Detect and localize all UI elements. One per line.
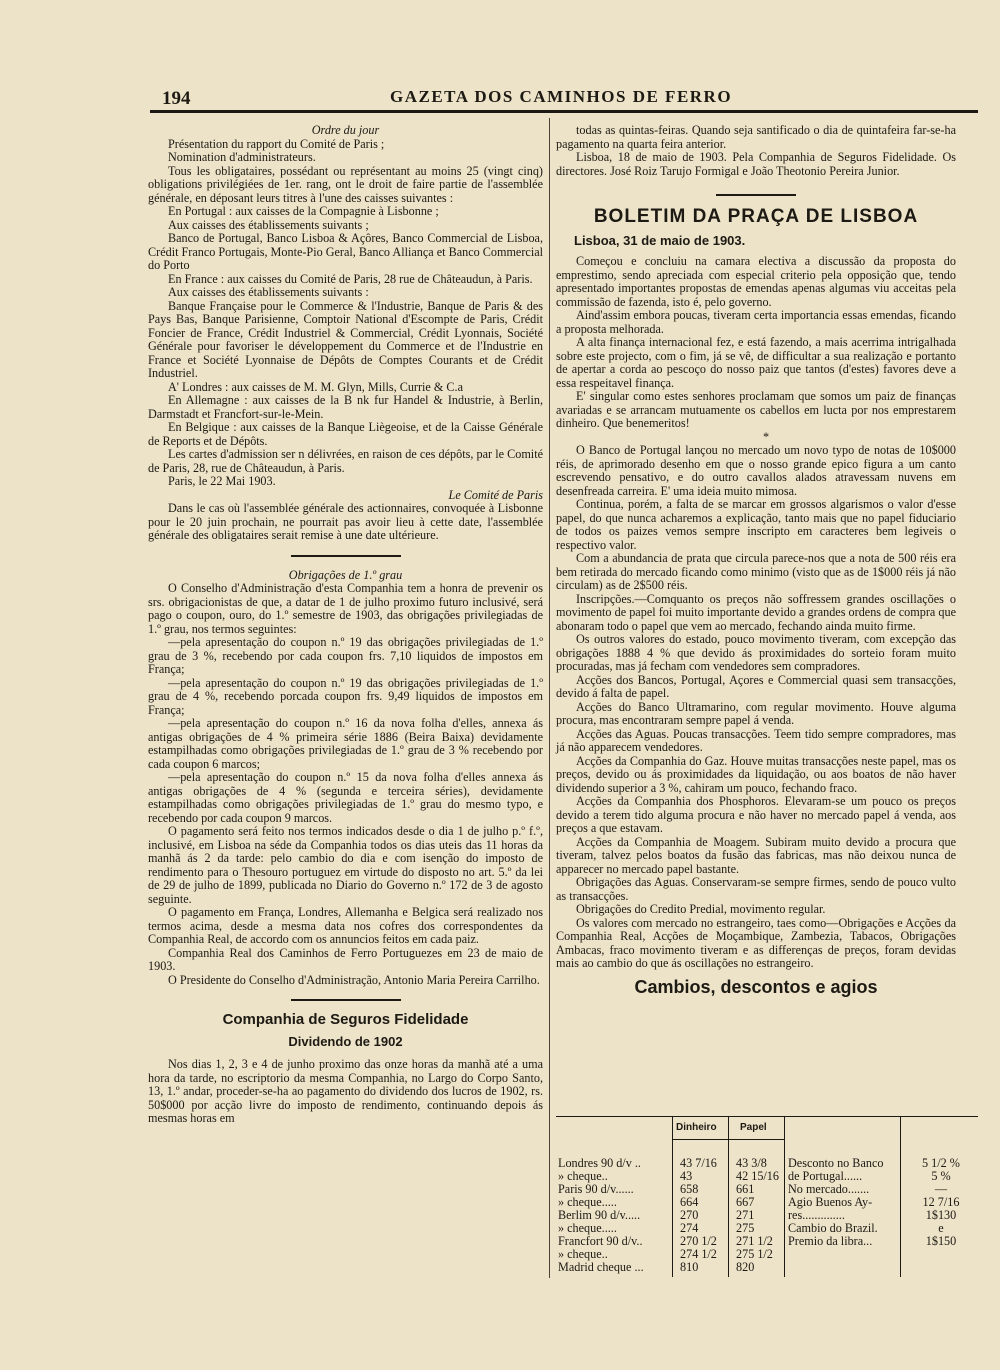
- paragraph: Présentation du rapport du Comité de Paris ;: [168, 136, 385, 151]
- header-papel: Papel: [740, 1122, 767, 1133]
- paragraph: Acções da Companhia de Moagem. Subiram muito devido a procura que tiveram, talvez pelos boatos da fusão das fabricas, mas não deixou nunca de apparecer no mercado papel bastante.: [556, 834, 956, 876]
- obrigacoes-title: Obrigações de 1.º grau: [288, 567, 403, 582]
- paragraph: Os outros valores do estado, pouco movimento tiveram, com excepção das obrigações 1888 4 % que devido ás proximidades do sorteio foram muito procuradas, mas já fecham com vendedores sem compradores.: [556, 632, 956, 673]
- paragraph: —pela apresentação do coupon n.º 19 das obrigações privilegiadas de 1.º grau de 4 %, recebendo porcada coupon frs. 9,49 liquidos de impostos em França;: [148, 675, 543, 717]
- paragraph: todas as quintas-feiras. Quando seja santificado o dia de quintafeira far-se-ha pagamento na quarta feira anterior.: [556, 123, 956, 151]
- paragraph: Aux caisses des établissements suivants ;: [168, 217, 369, 232]
- obrigacoes-body: [148, 582, 543, 987]
- paragraph: Com a abundancia de prata que circula parece-nos que a nota de 500 réis era bem retirada do mercado ficando como minimo (visto que as de 1$000 réis já não circulam) as de 2$500 réis.: [556, 551, 956, 592]
- paragraph: En Portugal : aux caisses de la Compagnie à Lisbonne ;: [168, 204, 439, 218]
- table-cell: 1$130: [925, 1208, 957, 1222]
- table-cell: Londres 90 d/v ..: [558, 1156, 641, 1170]
- paragraph: Nomination d'administrateurs.: [168, 150, 316, 164]
- dinheiro-column: [680, 1157, 717, 1317]
- table-cell: » cheque..: [558, 1247, 608, 1261]
- paragraph: Banque Française pour le Commerce & l'Industrie, Banque de Paris & des Pays Bas, Banque Parisienne, Comptoir National d'Escompte de Paris, Crédit Foncier de France, Crédit Industriel & Commercial, Crédit Lyonnais, Société Générale pour favoriser le développement du Commerce et de l'Industrie en France et Société Lyonnaise de Dépôts de Comptes Courants et de Crédit Industriel.: [148, 298, 543, 380]
- papel-column: [736, 1157, 779, 1317]
- paragraph: Acções da Companhia dos Phosphoros. Elevaram-se um pouco os preços devido a terem tido alguma procura e não haver no mercado papel á venda, aos preços a que estavam.: [556, 794, 956, 835]
- paragraph: O Presidente do Conselho d'Administração, Antonio Maria Pereira Carrilho.: [168, 972, 540, 987]
- left-column: [148, 124, 543, 1126]
- ordre-after: Dans le cas où l'assemblée générale des actionnaires, convoquée à Lisbonne pour le 20 juin prochain, ne pourrait pas avoir lieu à cette date, l'assemblée générale des obligataires serait remise à une date ultérieure.: [148, 501, 543, 542]
- section-rule: [291, 555, 401, 557]
- page-number: 194: [162, 88, 191, 109]
- table-cell: Francfort 90 d/v..: [558, 1234, 643, 1248]
- section-rule: [291, 999, 401, 1001]
- paragraph: En France : aux caisses du Comité de Paris, 28 rue de Châteaudun, à Paris.: [168, 271, 533, 286]
- paragraph: Aux caisses des établissements suivants :: [168, 285, 369, 299]
- paragraph: O pagamento será feito nos termos indicados desde o dia 1 de julho p.º f.º, inclusivé, em Lisboa na séde da Companhia todos os dias uteis das 11 horas da manhã ás 2 da tarde: pelo cambio do dia e com isenção do imposto de rendimento para o Thesouro portuguez em virtude do disposto no art. 5.º da lei de 29 de julho de 1899, publicada no Diario do Governo n.º 172 de 3 de agosto seguinte.: [148, 824, 543, 906]
- table-vline: [900, 1117, 901, 1277]
- paragraph: Paris, le 22 Mai 1903.: [168, 474, 276, 488]
- paragraph: —pela apresentação do coupon n.º 19 das obrigações privilegiadas de 1.º grau de 3 %, recebendo por cada coupon frs. 7,10 liquidos de impostos em França;: [148, 635, 543, 676]
- table-cell: 274: [680, 1221, 699, 1235]
- column-divider: [549, 118, 550, 1278]
- table-cell: » cheque.....: [558, 1221, 617, 1235]
- paragraph: —pela apresentação do coupon n.º 15 da nova folha d'elles annexa ás antigas obrigações de 4 % (segunda e terceira séries), devidamente estampilhadas como obrigações privilegiadas de 1.º grau do mesmo typo, e recebendo por cada coupon 9 marcos.: [148, 770, 543, 825]
- paragraph: O Conselho d'Administração d'esta Companhia tem a honra de prevenir os srs. obrigacionistas de que, a datar de 1 de julho proximo futuro inclusivé, será pago o coupon, ouro, do 1.º semestre de 1903, das obrigações privilegiadas de 1.º grau, nos termos seguintes:: [148, 581, 543, 636]
- table-cell: Berlim 90 d/v.....: [558, 1208, 641, 1222]
- section-rule: [716, 194, 796, 196]
- right-column: [556, 123, 956, 997]
- table-cell: 661: [736, 1182, 755, 1196]
- table-cell: 43: [680, 1169, 693, 1183]
- table-vline: [784, 1117, 785, 1277]
- table-cell: res..............: [788, 1208, 845, 1222]
- paragraph: Banco de Portugal, Banco Lisboa & Açôres, Banco Commercial de Lisboa, Crédit Franco Portugais, Monte-Pio Geral, Banco Alliança et Banco Commercial do Porto: [148, 231, 543, 272]
- ordre-title: Ordre du jour: [311, 123, 380, 137]
- paragraph: Acções do Banco Ultramarino, com regular movimento. Houve alguma procura, mas encontraram sempre papel á venda.: [556, 699, 956, 727]
- table-cell: 43 3/8: [736, 1156, 767, 1170]
- table-cell: 270: [680, 1208, 699, 1222]
- paragraph: Lisboa, 18 de maio de 1903. Pela Companhia de Seguros Fidelidade. Os directores. José Roiz Tarujo Formigal e João Theotonio Pereira Junior.: [556, 150, 956, 178]
- paragraph: Inscripções.—Comquanto os preços não soffressem grandes oscillações o movimento de papel foi muito importante devido a grandes ordens de compra que abonaram todo o papel que vem ao mercado, fechando ainda muito firme.: [556, 591, 956, 633]
- table-cell: 12 7/16: [922, 1195, 960, 1209]
- table-vline: [728, 1117, 729, 1277]
- table-cell: 658: [680, 1182, 699, 1196]
- paragraph: Tous les obligataires, possédant ou représentant au moins 25 (vingt cinq) obligations privilégiées de 1er. rang, ont le droit de faire partie de l'assemblée générale, en déposant leurs titres à l'une des caisses suivantes :: [148, 163, 543, 205]
- seguros-title: Companhia de Seguros Fidelidade: [222, 1011, 469, 1028]
- table-cell: 810: [680, 1260, 699, 1274]
- table-cell: 667: [736, 1195, 755, 1209]
- table-cell: 275 1/2: [736, 1247, 773, 1261]
- header-dinheiro: Dinheiro: [676, 1122, 717, 1133]
- table-cell: 1$150: [925, 1234, 957, 1248]
- table-cell: e: [938, 1221, 944, 1235]
- paragraph: Acções da Companhia do Gaz. Houve muitas transacções neste papel, mas os preços, devido ou ás proximidades da liquidação, ou aos boatos de não haver dividendo superior a 3 %, cahiram um pouco, fechando fraco.: [556, 753, 956, 795]
- paragraph: En Belgique : aux caisses de la Banque Liègeoise, et de la Caisse Générale de Reports et de Dépôts.: [148, 420, 543, 448]
- table-cell: 271 1/2: [736, 1234, 773, 1248]
- paragraph: E' singular como estes senhores proclamam que somos um paiz de finanças avariadas e se arrancam mutuamente os cabellos em lucta por nos emprestarem dinheiro. Que benemeritos!: [556, 389, 956, 430]
- table-cell: 820: [736, 1260, 755, 1274]
- journal-title: GAZETA DOS CAMINHOS DE FERRO: [390, 87, 733, 106]
- paragraph: Aind'assim embora poucas, tiveram certa importancia essas emendas, ficando a proposta melhorada.: [556, 308, 956, 336]
- cambios-table: [556, 1116, 978, 1277]
- paragraph: Continua, porém, a falta de se marcar em grossos algarismos o valor d'esse papel, do que nunca acharemos a explicação, tanto mais que no papel fiduciario de todos os paizes vemos sempre inscripto em caracteres bem legiveis o respectivo valor.: [556, 497, 956, 552]
- paragraph: A alta finança internacional fez, e está fazendo, a mais acerrima intrigalhada sobre este projecto, com o fim, já se vê, de difficultar a sua realização e portanto de apertar a corda ao pescoço do nosso paiz que tantos (d'estes) favores deve a essa respeitavel finança.: [556, 335, 956, 390]
- boletim-date: Lisboa, 31 de maio de 1903.: [574, 232, 746, 248]
- seguros-subtitle: Dividendo de 1902: [288, 1033, 403, 1049]
- cambios-title: Cambios, descontos e agios: [634, 976, 878, 997]
- table-cell: 5 1/2 %: [922, 1156, 960, 1170]
- paragraph: Acções das Aguas. Poucas transacções. Teem tido sempre compradores, mas já não apparecem vendedores.: [556, 726, 956, 754]
- page-header: [150, 84, 978, 108]
- paragraph: A' Londres : aux caisses de M. M. Glyn, Mills, Currie & C.a: [168, 379, 463, 394]
- header-rule: [150, 110, 978, 113]
- table-cell: Desconto no Banco: [788, 1156, 884, 1170]
- boletim-body: [556, 255, 956, 431]
- table-cell: de Portugal......: [788, 1169, 863, 1183]
- table-cell: 270 1/2: [680, 1234, 717, 1248]
- star-separator: *: [762, 429, 770, 444]
- table-cell: 274 1/2: [680, 1247, 717, 1261]
- table-cell: Paris 90 d/v......: [558, 1182, 634, 1196]
- seguros-paragraph: Nos dias 1, 2, 3 e 4 de junho proximo das onze horas da manhã até a uma hora da tarde, no escriptorio da mesma Companhia, no Largo do Corpo Santo, 13, 1.º andar, proceder-se-ha ao pagamento do dividendo dos lucros de 1902, rs. 50$000 por acção livre do imposto de rendimento, continuando depois ás mesmas horas em: [148, 1057, 543, 1125]
- paragraph: Les cartes d'admission ser n délivrées, en raison de ces dépôts, par le Comité de Paris, 28, rue de Châteaudun, à Paris.: [148, 447, 543, 475]
- table-cell: 271: [736, 1208, 755, 1222]
- ordre-body: [148, 138, 543, 489]
- paragraph: Acções dos Bancos, Portugal, Açores e Commercial quasi sem transacções, devido á falta de papel.: [556, 672, 956, 700]
- table-cell: Premio da libra...: [788, 1234, 873, 1248]
- table-vline: [672, 1117, 673, 1277]
- paragraph: O Banco de Portugal lançou no mercado um novo typo de notas de 10$000 réis, de aprimorado desenho em que o nosso grande epico figura a um canto escrevendo pensativo, e do outro cavallos alados atravessam nuvens em desenfreada carreira. E' uma ideia muito mimosa.: [556, 443, 956, 498]
- table-cell: 42 15/16: [736, 1169, 779, 1183]
- paragraph: —pela apresentação do coupon n.º 16 da nova folha d'elles, annexa ás antigas obrigações de 4 % primeira série 1886 (Beira Baixa) devidamente estampilhadas como obrigações privilegiadas de 1.º grau de 3 % recebendo por cada coupon 6 marcos;: [148, 716, 543, 771]
- paragraph: Companhia Real dos Caminhos de Ferro Portuguezes em 23 de maio de 1903.: [148, 945, 543, 973]
- boletim-title: BOLETIM DA PRAÇA DE LISBOA: [593, 206, 919, 227]
- table-cell: Cambio do Brazil.: [788, 1221, 878, 1235]
- other-values-column: [908, 1157, 974, 1317]
- paragraph: O pagamento em França, Londres, Allemanha e Belgica será realizado nos termos acima, desde a mesma data nos cofres dos correspondentes da Companhia Real, de accordo com os annuncios feitos em cada paiz.: [148, 905, 543, 946]
- paragraph: Os valores com mercado no estrangeiro, taes como—Obrigações e Acções da Companhia Real, Acções de Moçambique, Zambezia, Tabacos, Obrigações Ambacas, fraco movimento tiveram e as differenças de preços, foram devidas mais ao cambio do que ás oscillações no estrangeiro.: [556, 915, 956, 970]
- table-cell: Madrid cheque ...: [558, 1260, 644, 1274]
- table-cell: 275: [736, 1221, 755, 1235]
- paragraph: Obrigações das Aguas. Conservaram-se sempre firmes, sendo de pouco vulto as transacções.: [556, 875, 956, 903]
- table-cell: » cheque.....: [558, 1195, 617, 1209]
- table-cell: 43 7/16: [680, 1156, 717, 1170]
- boletim-body-2: [556, 444, 956, 971]
- table-cell: Agio Buenos Ay-: [788, 1195, 873, 1209]
- table-header-rule: [672, 1139, 784, 1140]
- paragraph: En Allemagne : aux caisses de la B nk fur Handel & Industrie, à Berlin, Darmstadt et Francfort-sur-le-Mein.: [148, 393, 543, 421]
- seguros-continuation: [556, 124, 956, 178]
- paragraph: Começou e concluiu na camara electiva a discussão da proposta do emprestimo, sendo apreciada com especial criterio pela opposição que, tendo apresentado importantes propostas de emendas apenas algumas viu acceitas pela commissão de fazenda, isto é, pelo governo.: [556, 254, 956, 309]
- other-labels-column: [788, 1157, 883, 1317]
- places-column: [558, 1157, 644, 1317]
- table-cell: 664: [680, 1195, 699, 1209]
- table-cell: » cheque..: [558, 1169, 608, 1183]
- table-cell: 5 %: [931, 1169, 951, 1183]
- paragraph: Obrigações do Credito Predial, movimento regular.: [576, 902, 826, 916]
- table-cell: —: [934, 1182, 948, 1196]
- ordre-signature: Le Comité de Paris: [448, 487, 543, 502]
- table-cell: No mercado.......: [788, 1182, 870, 1196]
